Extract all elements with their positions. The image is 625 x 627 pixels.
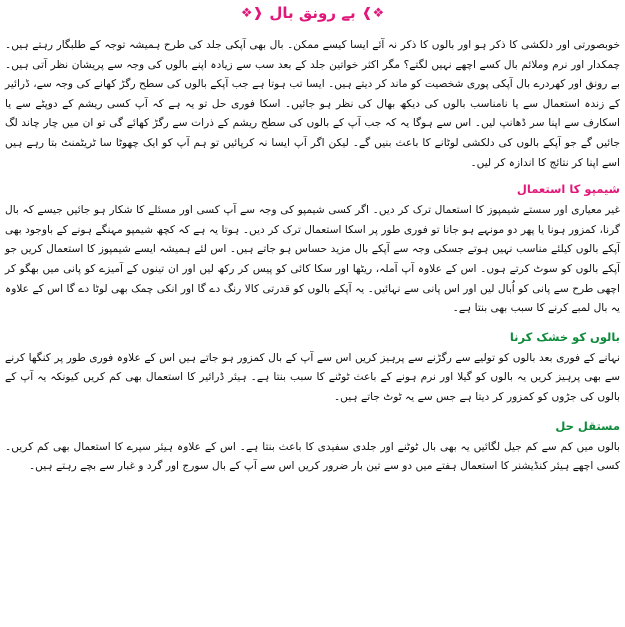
ornament-left: ❰❖: [240, 5, 264, 21]
page-title: بے رونق بال: [269, 4, 356, 22]
shampoo-paragraph: غیر معیاری اور سستے شیمپوز کا استعمال ترک کر دیں۔ اگر کسی شیمپو کی وجہ سے آپ کسی اور مسئلے کا شکار ہو جائیں جیسے کہ بال گرنا، کمزور ہونا یا پھر دو مونہے ہو جانا تو فوری طور پر اسکا استعمال ترک کر دیں۔ ہوتا یہ ہے کہ کچھ شیمپو مہنگے ہونے کے باوجود بھی آپکے بالوں کیلئے مناسب نہیں ہوتے جسکی وجہ سے آپکے بال مزید حساس ہو جاتے ہیں۔ اس لئے ہمیشہ ایسے شیمپوز کا استعمال کریں جو آپکے بالوں کو سوٹ کرتے ہوں۔ اس کے علاوہ آپ آملہ، ریٹھا اور سکا کائی کو پیس کر رکھ لیں اور ان تینوں کے آمیزے کو پانی میں بھگو کر اچھی طرح سے پانی کو اُبال لیں اور اس پانی سے نہائیں۔ یہ آپکے بالوں کو قدرتی کالا رنگ دے گا اور انکی چمک بھی لوٹا دے گا اس کے علاوہ یہ بال لمبے کرنے کا سبب بھی بنتا ہے۔: [5, 204, 620, 315]
drying-paragraph: نہانے کے فوری بعد بالوں کو تولیے سے رگڑنے سے پرہیز کریں اس سے آپ کے بال کمزور ہو جاتے ہیں اس کے علاوہ فوری طور پر کنگھا کرنے سے بھی پرہیز کریں یہ بالوں کو گیلا اور نرم ہونے کے باعث ٹوٹنے کا سبب بنتا ہے۔ ہیئر ڈرائیر کا استعمال بھی کم کریں کیونکہ یہ آپ کے بالوں کی جڑوں کو کمزور کر دیتا ہے جس سے یہ ٹوٹ جاتے ہیں۔: [5, 351, 620, 403]
section-heading-permanent-solution: مستقل حل: [555, 418, 620, 433]
section-heading-drying: بالوں کو خشک کرنا: [509, 329, 620, 344]
intro-paragraph: خوبصورتی اور دلکشی کا ذکر ہو اور بالوں کا ذکر نہ آئے ایسا کیسے ممکن۔ بال بھی آپکی جلد کی طرح ہمیشہ توجہ کے طلبگار رہتے ہیں۔ چمکدار اور نرم وملائم بال کسے اچھے نہیں لگتے؟ مگر اکثر خواتین جلد کے بعد سب سے زیادہ اپنے بالوں کی وجہ سے پریشان نظر آتی ہیں۔ بے رونق اور کھردرے بال آپکی پوری شخصیت کو ماند کر دیتے ہیں۔ ایسا تب ہوتا ہے جب آپکے بالوں کی سطح رگڑ کھانے کی وجہ سے، ڈرائیر کے زندہ استعمال سے یا نامناسب بالوں کی دیکھ بھال کی نظر ہو جائیں۔ اسکا فوری حل تو یہ ہے کہ آپ کسی ریشم کے دوپٹے سے یا اسکارف سے اپنا سر ڈھانپ لیں۔ اس سے ہوگا یہ کہ جب آپ کے بالوں کی سطح ریشم کے ذرات سے رگڑ کھائے گی تو ان میں چار چاند لگ جائیں گے جو آپکے بالوں کی دلکشی لوٹانے کا باعث بنیں گے۔ لیکن اگر آپ ایسا نہ کرپائیں تو ہم آپ کو ایک چھوٹا سا ٹریٹمنٹ بتا رہے ہیں اسے اپنا کر نتائج کا اندازہ کر لیں۔: [5, 39, 620, 169]
article-body: [5, 36, 620, 477]
title-row: [0, 2, 625, 24]
permanent-solution-paragraph: بالوں میں کم سے کم جیل لگائیں یہ بھی بال ٹوٹنے اور جلدی سفیدی کا باعث بنتا ہے۔ اس کے علاوہ ہیئر سپرے کا استعمال بھی کم کریں۔ کسی اچھے ہیئر کنڈیشنر کا استعمال ہفتے میں دو سے تین بار ضرور کریں اس سے آپ کے بال سورج اور گرد و غبار سے بچے رہتے ہیں۔: [5, 440, 620, 473]
ornament-right: ❖❱: [361, 5, 385, 21]
section-heading-shampoo: شیمپو کا استعمال: [516, 182, 620, 197]
